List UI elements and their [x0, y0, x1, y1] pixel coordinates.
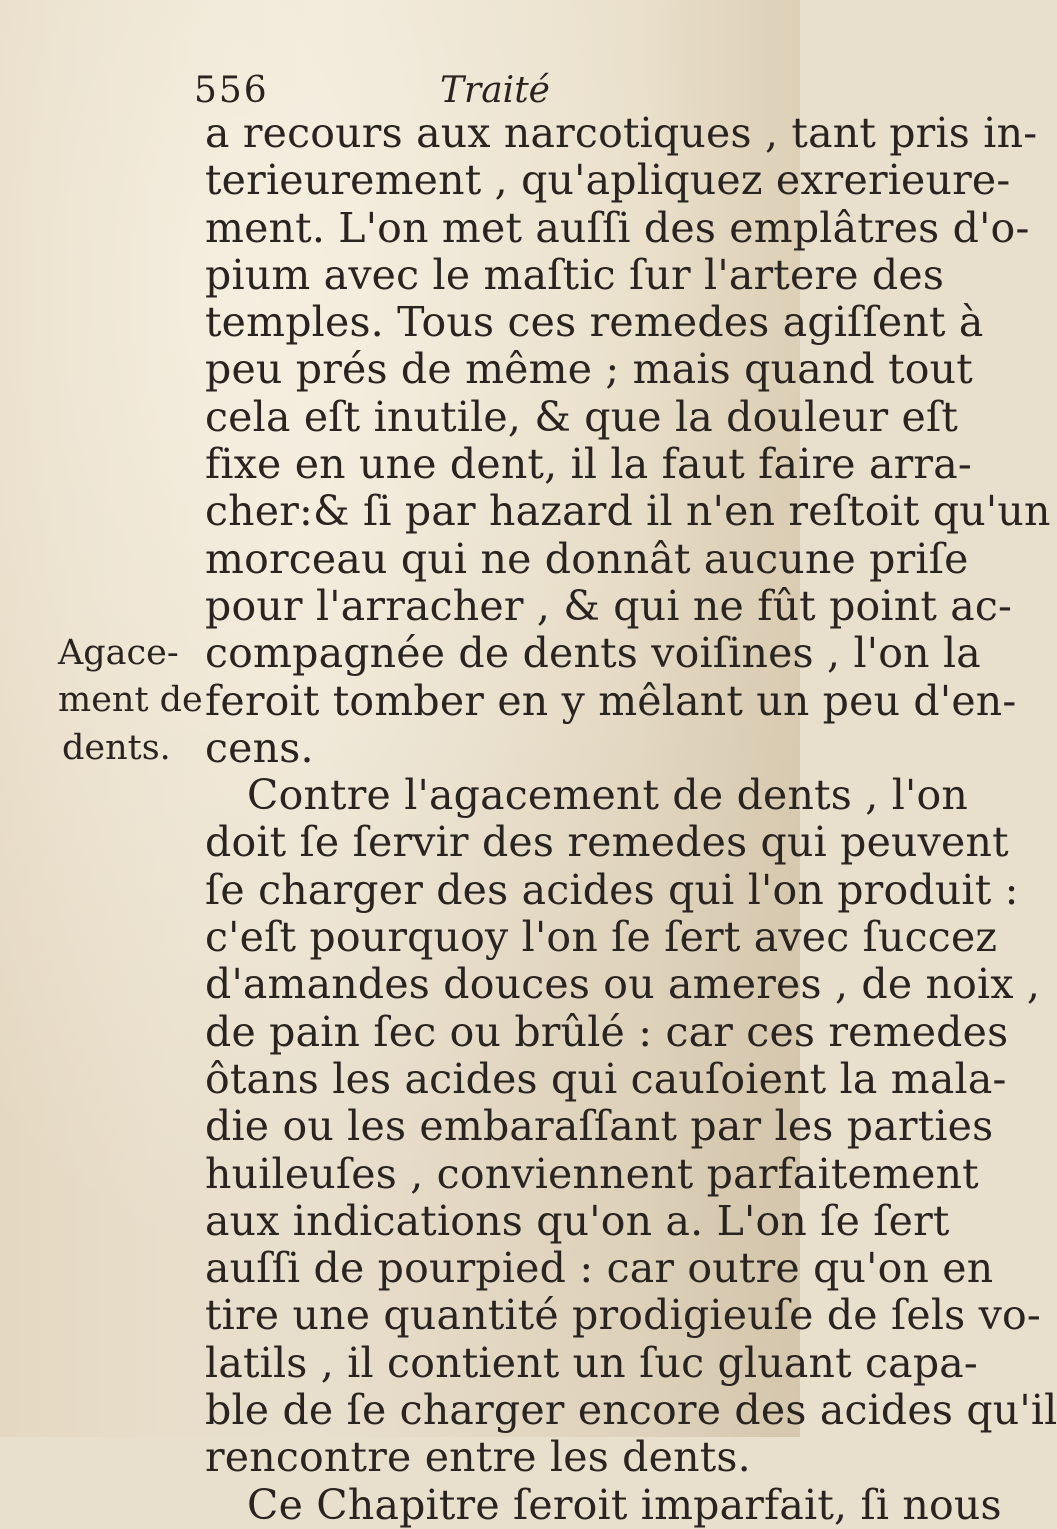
text-line: tire une quantité prodigieuſe de ſels vo- — [205, 1291, 1041, 1340]
text-line: feroit tomber en y mêlant un peu d'en- — [205, 676, 1017, 725]
text-line: pour l'arracher , & qui ne fût point ac- — [205, 581, 1013, 630]
text-line-paragraph-start: Ce Chapitre ſeroit imparfait, ſi nous — [247, 1480, 1002, 1529]
body-text — [205, 109, 1057, 1529]
text-line: cher:& ſi par hazard il n'en reſtoit qu'un — [205, 487, 1051, 536]
text-line: ment. L'on met auſſi des emplâtres d'o- — [205, 203, 1030, 252]
margin-note-line: Agace- — [58, 633, 179, 673]
text-line: auſſi de pourpied : car outre qu'on en — [205, 1244, 994, 1293]
text-line: temples. Tous ces remedes agiſſent à — [205, 298, 984, 347]
text-line: rencontre entre les dents. — [205, 1433, 751, 1482]
text-line: aux indications qu'on a. L'on ſe ſert — [205, 1196, 950, 1245]
text-line: compagnée de dents voiſines , l'on la — [205, 629, 981, 678]
text-line: ſe charger des acides qui l'on produit : — [205, 865, 1019, 914]
text-line: c'eſt pourquoy l'on ſe ſert avec ſuccez — [205, 913, 998, 962]
text-line: doit ſe ſervir des remedes qui peuvent — [205, 818, 1009, 867]
running-title: Traité — [440, 70, 550, 111]
margin-note-line: dents. — [62, 727, 171, 768]
text-line-paragraph-start: Contre l'agacement de dents , l'on — [247, 771, 968, 820]
text-line: ble de ſe charger encore des acides qu'il — [205, 1386, 1057, 1435]
text-line: huileuſes , conviennent parfaitement — [205, 1149, 979, 1198]
text-line: d'amandes douces ou ameres , de noix , — [205, 960, 1041, 1009]
text-line: cens. — [205, 723, 314, 772]
text-line: latils , il contient un ſuc gluant capa- — [205, 1338, 978, 1387]
text-line: de pain ſec ou brûlé : car ces remedes — [205, 1007, 1009, 1056]
text-line: a recours aux narcotiques , tant pris in- — [205, 109, 1038, 157]
text-line: morceau qui ne donnât aucune priſe — [205, 534, 969, 583]
text-line: ôtans les acides qui cauſoient la mala- — [205, 1054, 1007, 1103]
text-line: pium avec le maſtic ſur l'artere des — [205, 250, 945, 299]
page-number: 556 — [194, 70, 269, 111]
margin-note — [58, 630, 203, 772]
text-line: cela eſt inutile, & que la douleur eſt — [205, 392, 959, 441]
text-line: die ou les embaraſſant par les parties — [205, 1102, 994, 1151]
margin-note-line: ment de — [58, 680, 203, 721]
text-line: terieurement , qu'apliquez exrerieure- — [205, 156, 1011, 205]
text-line: peu prés de même ; mais quand tout — [205, 345, 973, 394]
text-line: fixe en une dent, il la faut faire arra- — [205, 440, 972, 489]
